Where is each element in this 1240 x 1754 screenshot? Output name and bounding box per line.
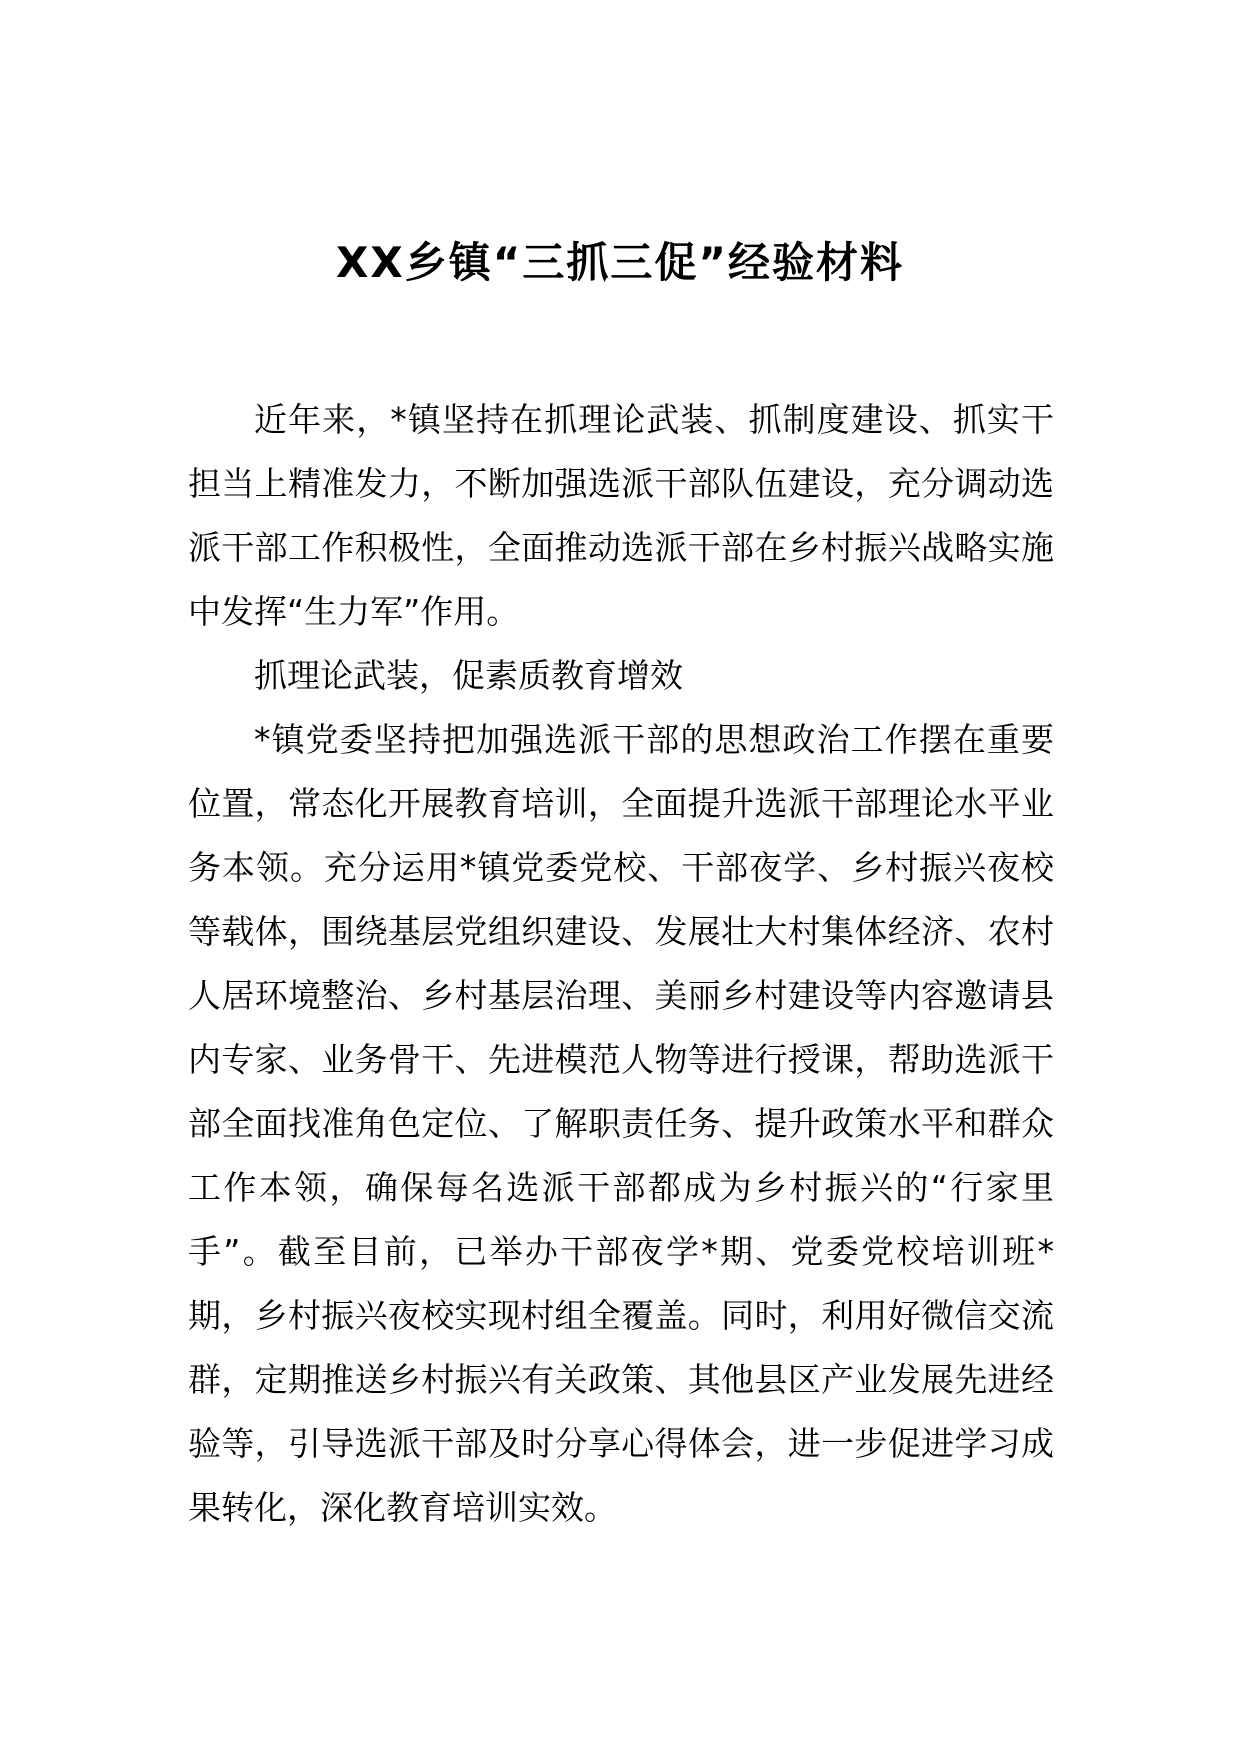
paragraph-section-body: *镇党委坚持把加强选派干部的思想政治工作摆在重要位置，常态化开展教育培训，全面提升选派干部理论水平业务本领。充分运用*镇党委党校、干部夜学、乡村振兴夜校等载体，围绕基层党组织建设、发展壮大村集体经济、农村人居环境整治、乡村基层治理、美丽乡村建设等内容邀请县内专家、业务骨干、先进模范人物等进行授课，帮助选派干部全面找准角色定位、了解职责任务、提升政策水平和群众工作本领，确保每名选派干部都成为乡村振兴的“行家里手”。截至目前，已举办干部夜学*期、党委党校培训班*期，乡村振兴夜校实现村组全覆盖。同时，利用好微信交流群，定期推送乡村振兴有关政策、其他县区产业发展先进经验等，引导选派干部及时分享心得体会，进一步促进学习成果转化，深化教育培训实效。 <box>188 720 1054 1527</box>
paragraph-intro: 近年来，*镇坚持在抓理论武装、抓制度建设、抓实干担当上精准发力，不断加强选派干部队伍建设，充分调动选派干部工作积极性，全面推动选派干部在乡村振兴战略实施中发挥“生力军”作用。 <box>188 400 1054 631</box>
section-heading: 抓理论武装，促素质教育增效 <box>254 656 683 695</box>
document-title: XX乡镇“三抓三促”经验材料 <box>336 238 904 288</box>
document-body <box>188 388 1054 1540</box>
